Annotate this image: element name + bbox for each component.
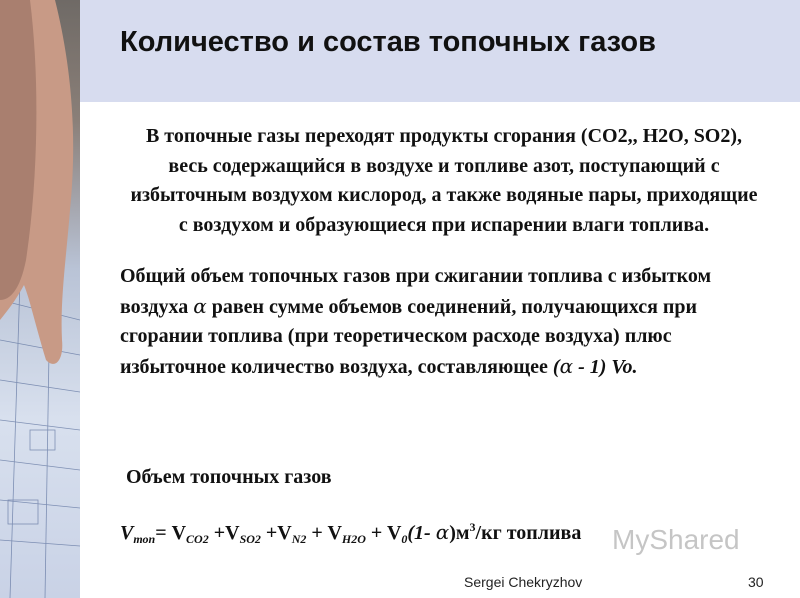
- alpha-symbol: α: [193, 293, 207, 318]
- watermark-logo: MyShared: [612, 524, 740, 555]
- paragraph-combustion-products: В топочные газы переходят продукты сгорания (CO2,, H2O, SO2), весь содержащийся в воздухе и топливе азот, поступающий с избыточным воздухом кислород, а также водяные пары, приходящие с воздухом и образующиеся при испарении влаги топлива.: [130, 125, 758, 236]
- hand-blueprint-image: [0, 0, 80, 598]
- excess-air-expression: (α - 1) Vo.: [552, 353, 638, 378]
- page-number: 30: [748, 574, 764, 590]
- formula-title: Объем топочных газов: [126, 466, 332, 488]
- slide-title: Количество и состав топочных газов: [120, 26, 656, 58]
- gas-volume-formula: $V_{топ}= V_{CO2} +V_{SO2} +V_{N2} + V_{H2O} + V_0(1-$ $\alpha)м^3/кг$ топлива: [120, 520, 582, 546]
- paragraph2-text-middle: равен сумме объемов соединений, получающихся при сгорании топлива (при теоретическом расходе воздуха) плюс избыточное количество воздуха, составляющее: [120, 295, 698, 378]
- footer-author: Sergei Chekryzhov: [464, 574, 583, 590]
- paragraph-total-volume: [120, 262, 760, 382]
- paragraph2-text-start: Общий объем топочных газов при сжигании топлива с избытком воздуха: [120, 265, 712, 318]
